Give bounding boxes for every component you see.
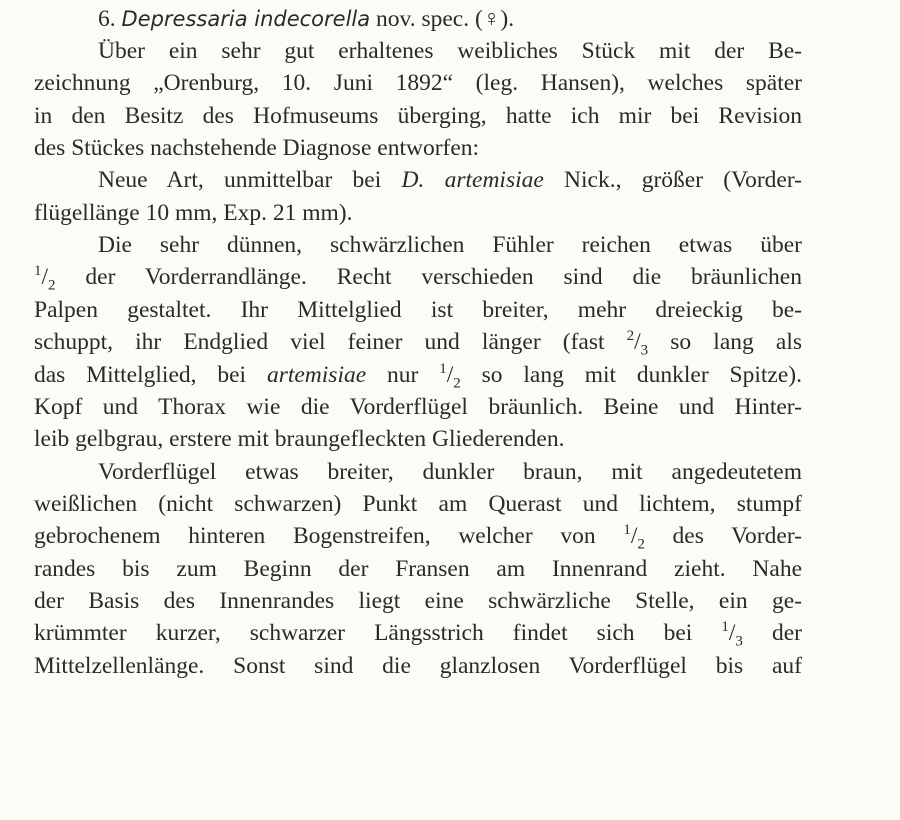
text-segment: des Vorder-: [644, 523, 802, 550]
text-segment: des Stückes nachstehende Diagnose entworfen:: [34, 135, 480, 162]
text-segment: weißlichen (nicht schwarzen) Punkt am Querast und lichtem, stumpf: [34, 490, 802, 517]
text-line: [34, 294, 802, 326]
italic-text: artemisiae: [266, 361, 367, 388]
fraction-denominator: 3: [735, 633, 743, 650]
text-segment: zeichnung „Orenburg, 10. Juni 1892“ (leg. Hansen), welches später: [34, 70, 802, 97]
text-segment: flügellänge 10 mm, Exp. 21 mm).: [34, 199, 353, 226]
fraction-numerator: 1: [439, 360, 447, 377]
text-segment: das Mittelglied, bei: [34, 361, 267, 388]
text-segment: Mittelzellenlänge. Sonst sind die glanzlosen Vorderflügel bis auf: [34, 652, 802, 679]
text-segment: gebrochenem hinteren Bogenstreifen, welcher von: [34, 523, 624, 550]
fraction: $^1/_2$: [623, 522, 645, 553]
text-segment: Über ein sehr gut erhaltenes weibliches Stück mit der Be-: [98, 38, 802, 64]
text-line: [34, 520, 802, 552]
text-segment: Die sehr dünnen, schwärzlichen Fühler reichen etwas über: [98, 232, 802, 259]
fraction: $^1/_3$: [721, 619, 743, 650]
text-segment: Nick., größer (Vorder-: [543, 167, 803, 194]
fraction-numerator: 1: [623, 522, 631, 539]
fraction-denominator: 2: [48, 278, 56, 295]
text-segment: leib gelbgrau, erstere mit braungefleckten Gliederenden.: [34, 426, 565, 453]
text-line: [34, 67, 802, 99]
text-line: [34, 488, 802, 520]
text-segment: der Basis des Innenrandes liegt eine schwärzliche Stelle, ein ge-: [34, 587, 802, 614]
text-segment: der: [742, 620, 803, 647]
fraction-numerator: 2: [626, 328, 635, 345]
text-line: [98, 456, 802, 488]
text-line: [34, 326, 802, 358]
fraction-denominator: 2: [637, 536, 645, 553]
species-number: 6.: [98, 6, 116, 32]
text-segment: so lang als: [648, 329, 802, 356]
text-line: [34, 132, 802, 164]
text-line: [34, 423, 802, 455]
text-segment: so lang mit dunkler Spitze).: [460, 361, 802, 388]
fraction: $^2/_3$: [626, 328, 649, 359]
text-line: [98, 164, 802, 196]
text-segment: Kopf und Thorax wie die Vorderflügel bräunlich. Beine und Hinter-: [34, 393, 802, 420]
text-line: [34, 197, 802, 229]
fraction-denominator: 3: [640, 342, 649, 359]
text-segment: Neue Art, unmittelbar bei: [98, 167, 402, 194]
text-line: [98, 35, 802, 67]
fraction-numerator: 1: [34, 263, 42, 280]
text-line: [34, 100, 802, 132]
text-line: [34, 359, 802, 391]
text-segment: randes bis zum Beginn der Fransen am Innenrand zieht. Nahe: [34, 555, 802, 582]
species-heading: [98, 3, 514, 35]
fraction: $^1/_2$: [34, 263, 56, 295]
text-line: [34, 650, 802, 682]
fraction-denominator: 2: [453, 375, 461, 392]
species-status: nov. spec. (♀).: [376, 6, 515, 32]
fraction: $^1/_2$: [439, 360, 461, 392]
text-line: [34, 617, 802, 649]
text-segment: in den Besitz des Hofmuseums überging, hatte ich mir bei Revision: [34, 102, 802, 129]
text-line: [34, 391, 802, 423]
text-segment: nur: [366, 361, 440, 388]
text-segment: schuppt, ihr Endglied viel feiner und länger (fast: [34, 329, 627, 356]
species-name: Depressaria indecorella: [121, 7, 371, 31]
text-segment: der Vorderrandlänge. Recht verschieden sind die bräunlichen: [55, 264, 802, 291]
text-segment: krümmter kurzer, schwarzer Längsstrich findet sich bei: [34, 620, 722, 647]
text-segment: Vorderflügel etwas breiter, dunkler braun, mit angedeutetem: [98, 458, 802, 485]
text-line: [34, 553, 802, 585]
fraction-numerator: 1: [721, 619, 729, 636]
text-segment: Palpen gestaltet. Ihr Mittelglied ist breiter, mehr dreieckig be-: [34, 296, 802, 323]
text-line: [34, 261, 802, 293]
italic-text: D. artemisiae: [401, 167, 544, 194]
text-line: [34, 585, 802, 617]
text-line: [98, 229, 802, 261]
